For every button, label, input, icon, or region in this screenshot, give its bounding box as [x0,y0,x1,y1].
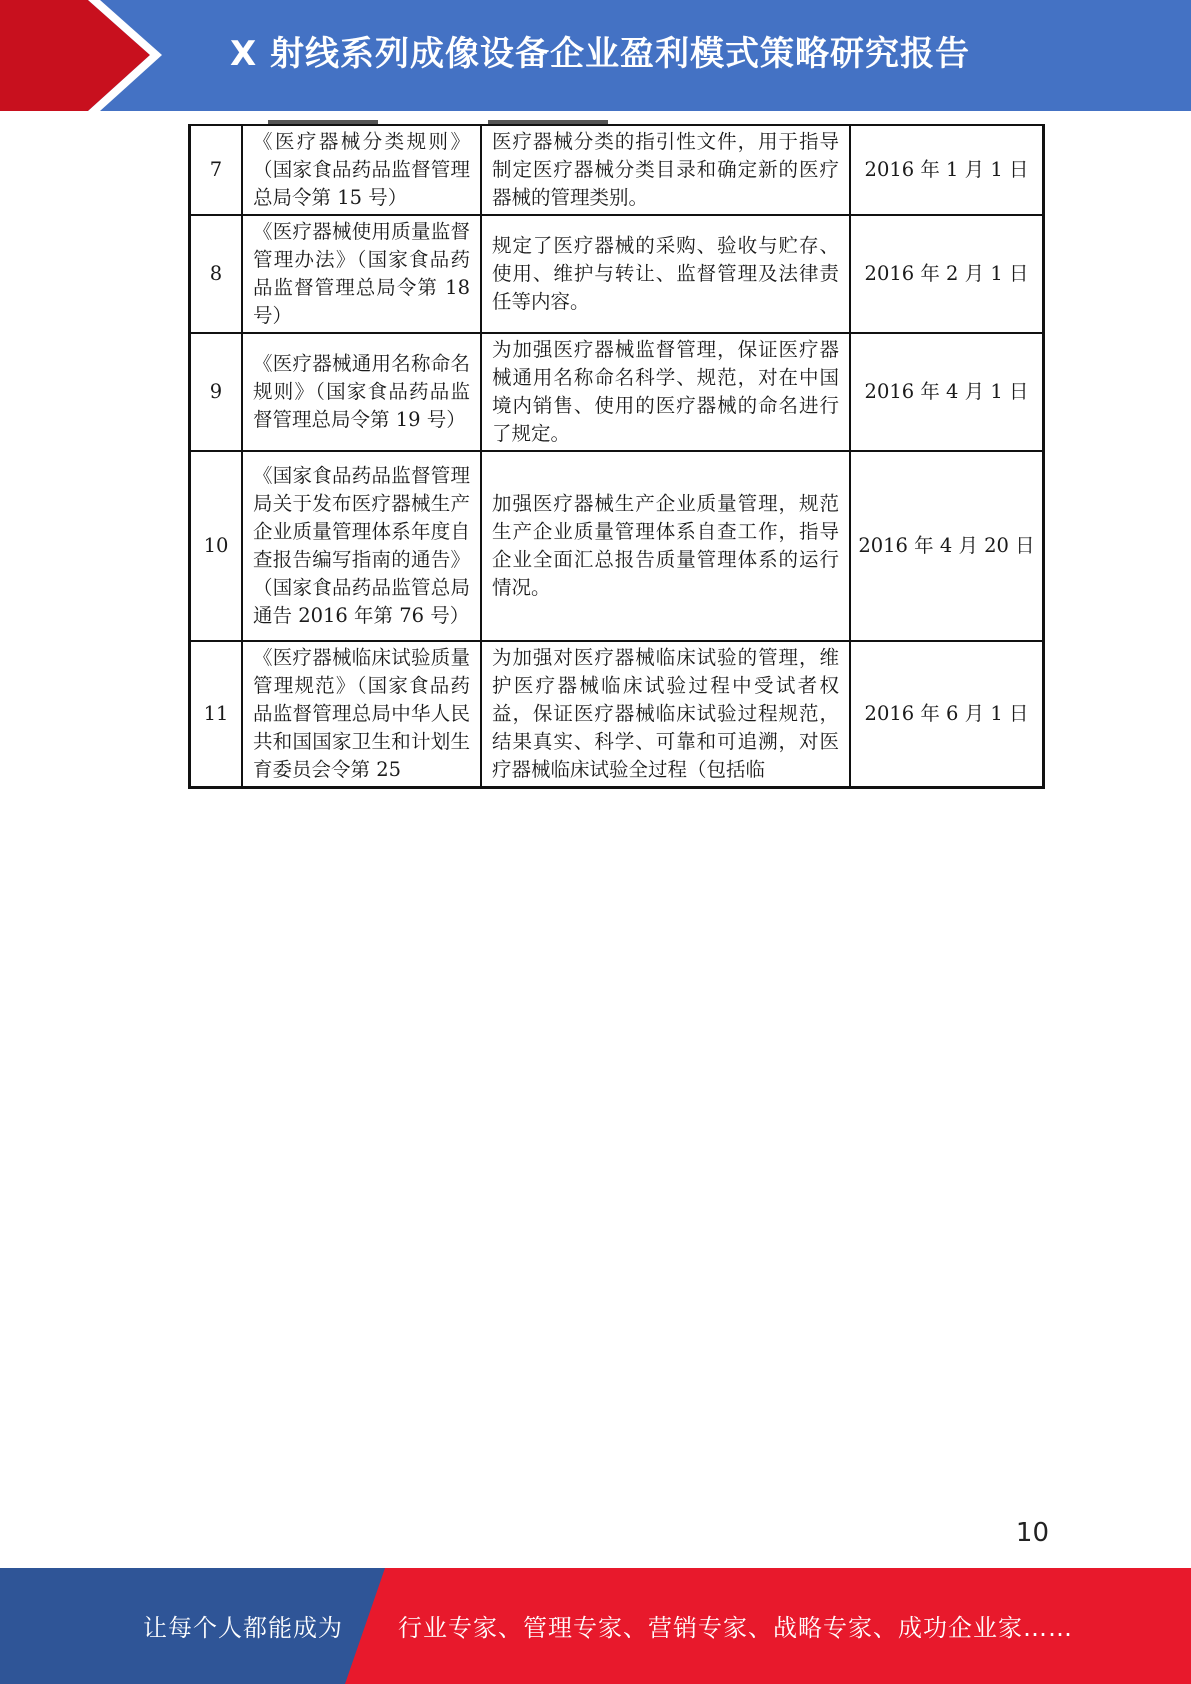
cell-number: 7 [190,125,243,215]
cell-description: 医疗器械分类的指引性文件，用于指导制定医疗器械分类目录和确定新的医疗器械的管理类别。 [481,125,850,215]
table-row [190,451,1044,641]
cell-effective-date: 2016 年 2 月 1 日 [850,215,1044,333]
table-row [190,333,1044,451]
footer-banner [0,1568,1191,1684]
cell-number: 10 [190,451,243,641]
regulations-table [188,124,1045,789]
cell-description: 规定了医疗器械的采购、验收与贮存、使用、维护与转让、监督管理及法律责任等内容。 [481,215,850,333]
cell-effective-date: 2016 年 4 月 1 日 [850,333,1044,451]
cell-number: 8 [190,215,243,333]
cell-description: 为加强医疗器械监督管理，保证医疗器械通用名称命名科学、规范，对在中国境内销售、使用的医疗器械的命名进行了规定。 [481,333,850,451]
regulations-table-container [188,124,1045,789]
table-row [190,125,1044,215]
cell-regulation-name: 《医疗器械分类规则》（国家食品药品监督管理总局令第 15 号） [242,125,481,215]
footer-slogan-right: 行业专家、管理专家、营销专家、战略专家、成功企业家…… [398,1614,1073,1642]
cell-description: 为加强对医疗器械临床试验的管理，维护医疗器械临床试验过程中受试者权益，保证医疗器械临床试验过程规范，结果真实、科学、可靠和可追溯，对医疗器械临床试验全过程（包括临 [481,641,850,788]
table-row [190,215,1044,333]
cell-regulation-name: 《医疗器械临床试验质量管理规范》（国家食品药品监督管理总局中华人民共和国国家卫生和计划生育委员会令第 25 [242,641,481,788]
page-number: 10 [1015,1518,1049,1548]
cell-regulation-name: 《医疗器械通用名称命名规则》（国家食品药品监督管理总局令第 19 号） [242,333,481,451]
cell-effective-date: 2016 年 6 月 1 日 [850,641,1044,788]
cell-number: 9 [190,333,243,451]
cell-regulation-name: 《国家食品药品监督管理局关于发布医疗器械生产企业质量管理体系年度自查报告编写指南的通告》（国家食品药品监管总局通告 2016 年第 76 号） [242,451,481,641]
cell-description: 加强医疗器械生产企业质量管理，规范生产企业质量管理体系自查工作，指导企业全面汇总报告质量管理体系的运行情况。 [481,451,850,641]
cell-effective-date: 2016 年 1 月 1 日 [850,125,1044,215]
table-row [190,641,1044,788]
cell-number: 11 [190,641,243,788]
cell-effective-date: 2016 年 4 月 20 日 [850,451,1044,641]
header-banner [0,0,1191,111]
cell-regulation-name: 《医疗器械使用质量监督管理办法》（国家食品药品监督管理总局令第 18 号） [242,215,481,333]
report-title: X 射线系列成像设备企业盈利模式策略研究报告 [230,34,971,74]
footer-slogan-left: 让每个人都能成为 [143,1614,343,1642]
